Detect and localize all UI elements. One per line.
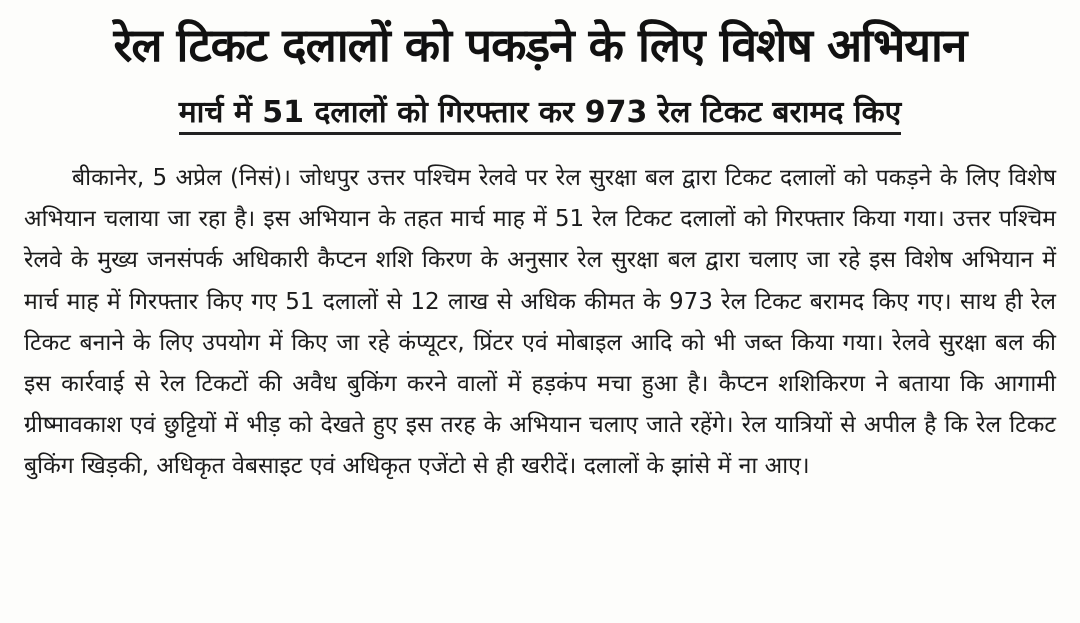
article-body: बीकानेर, 5 अप्रेल (निसं)। जोधपुर उत्तर पश्चिम रेलवे पर रेल सुरक्षा बल द्वारा टिकट दलालों को पकड़ने के लिए विशेष अभियान चलाया जा रहा है। इस अभियान के तहत मार्च माह में 51 रेल टिकट दलालों को गिरफ्तार किया गया। उत्तर पश्चिम रेलवे के मुख्य जनसंपर्क अधिकारी कैप्टन शशि किरण के अनुसार रेल सुरक्षा बल द्वारा चलाए जा रहे इस विशेष अभियान में मार्च माह में गिरफ्तार किए गए 51 दलालों से 12 लाख से अधिक कीमत के 973 रेल टिकट बरामद किए गए। साथ ही रेल टिकट बनाने के लिए उपयोग में किए जा रहे कंप्यूटर, प्रिंटर एवं मोबाइल आदि को भी जब्त किया गया। रेलवे सुरक्षा बल की इस कार्रवाई से रेल टिकटों की अवैध बुकिंग करने वालों में हड़कंप मचा हुआ है। कैप्टन शशिकिरण ने बताया कि आगामी ग्रीष्मावकाश एवं छुट्टियों में भीड़ को देखते हुए इस तरह के अभियान चलाए जाते रहेंगे। रेल यात्रियों से अपील है कि रेल टिकट बुकिंग खिड़की, अधिकृत वेबसाइट एवं अधिकृत एजेंटो से ही खरीदें। दलालों के झांसे में ना आए। — [24, 165, 1056, 480]
subheadline: मार्च में 51 दलालों को गिरफ्तार कर 973 रेल टिकट बरामद किए — [179, 95, 902, 135]
subheadline-wrapper — [0, 92, 1080, 134]
headline: रेल टिकट दलालों को पकड़ने के लिए विशेष अभियान — [113, 18, 967, 72]
